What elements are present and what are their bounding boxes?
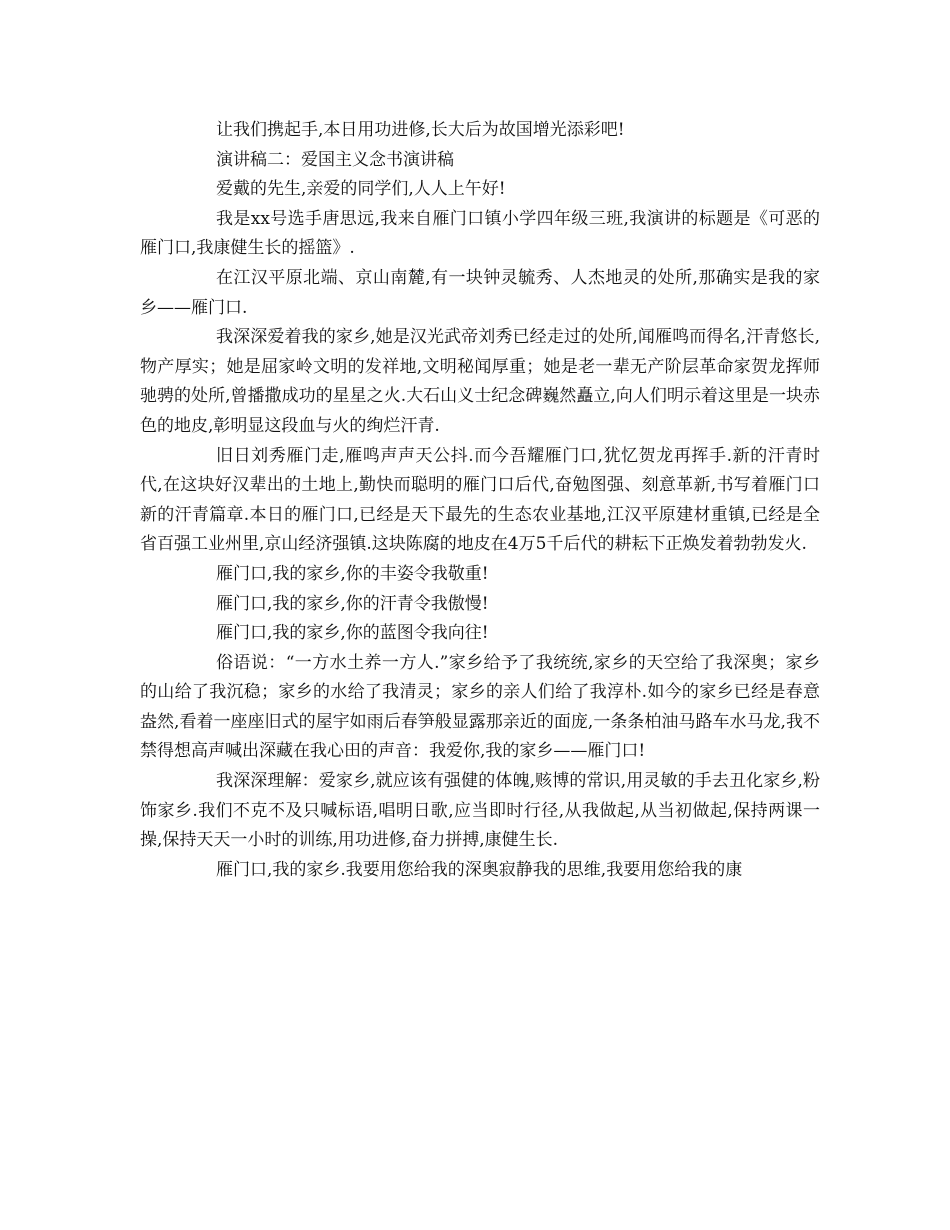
document-body — [140, 116, 820, 885]
paragraph-self-introduction: 我是xx号选手唐思远,我来自雁门口镇小学四年级三班,我演讲的标题是《可恶的雁门口,我康健生长的摇篮》. — [140, 208, 820, 259]
paragraph-final-partial: 雁门口,我的家乡.我要用您给我的深奥寂静我的思维,我要用您给我的康 — [216, 859, 743, 880]
paragraph-understanding: 我深深理解：爱家乡,就应该有强健的体魄,赅博的常识,用灵敏的手去丑化家乡,粉饰家乡.我们不克不及只喊标语,唱明日歌,应当即时行径,从我做起,从当初做起,保持两课一操,保持天天一小时的训练,用功进修,奋力拼搏,康健生长. — [140, 771, 820, 851]
paragraph-exclamation-3: 雁门口,我的家乡,你的蓝图令我向往! — [216, 623, 489, 644]
paragraph-greeting: 爱戴的先生,亲爱的同学们,人人上午好! — [216, 179, 506, 200]
paragraph-exclamation-2: 雁门口,我的家乡,你的汗青令我傲慢! — [216, 593, 489, 614]
paragraph-hometown-location: 在江汉平原北端、京山南麓,有一块钟灵毓秀、人杰地灵的处所,那确实是我的家乡——雁门口. — [140, 267, 820, 318]
paragraph-exclamation-1: 雁门口,我的家乡,你的丰姿令我敬重! — [216, 563, 489, 584]
paragraph-closing-call: 让我们携起手,本日用功进修,长大后为故国增光添彩吧! — [216, 120, 625, 140]
paragraph-hometown-history: 我深深爱着我的家乡,她是汉光武帝刘秀已经走过的处所,闻雁鸣而得名,汗青悠长,物产厚实；她是屈家岭文明的发祥地,文明秘闻厚重；她是老一辈无产阶层革命家贺龙挥师驰骋的处所,曾播撒成功的星星之火.大石山义士纪念碑巍然矗立,向人们明示着这里是一块赤色的地皮,彰明显这段血与火的绚烂汗青. — [140, 327, 820, 436]
section-heading: 演讲稿二：爱国主义念书演讲稿 — [216, 149, 454, 170]
paragraph-new-era: 旧日刘秀雁门走,雁鸣声声天公抖.而今吾耀雁门口,犹忆贺龙再挥手.新的汗青时代,在这块好汉辈出的土地上,勤快而聪明的雁门口后代,奋勉图强、刻意革新,书写着雁门口新的汗青篇章.本日的雁门口,已经是天下最先的生态农业基地,江汉平原建材重镇,已经是全省百强工业州里,京山经济强镇.这块陈腐的地皮在4万5千后代的耕耘下正焕发着勃勃发火. — [140, 445, 820, 555]
paragraph-proverb: 俗语说：“一方水土养一方人.”家乡给予了我统统,家乡的天空给了我深奥；家乡的山给了我沉稳；家乡的水给了我清灵；家乡的亲人们给了我淳朴.如今的家乡已经是春意盎然,看着一座座旧式的屋宇如雨后春笋般显露那亲近的面庞,一条条柏油马路车水马龙,我不禁得想高声喊出深藏在我心田的声音：我爱你,我的家乡——雁门口! — [140, 652, 820, 762]
